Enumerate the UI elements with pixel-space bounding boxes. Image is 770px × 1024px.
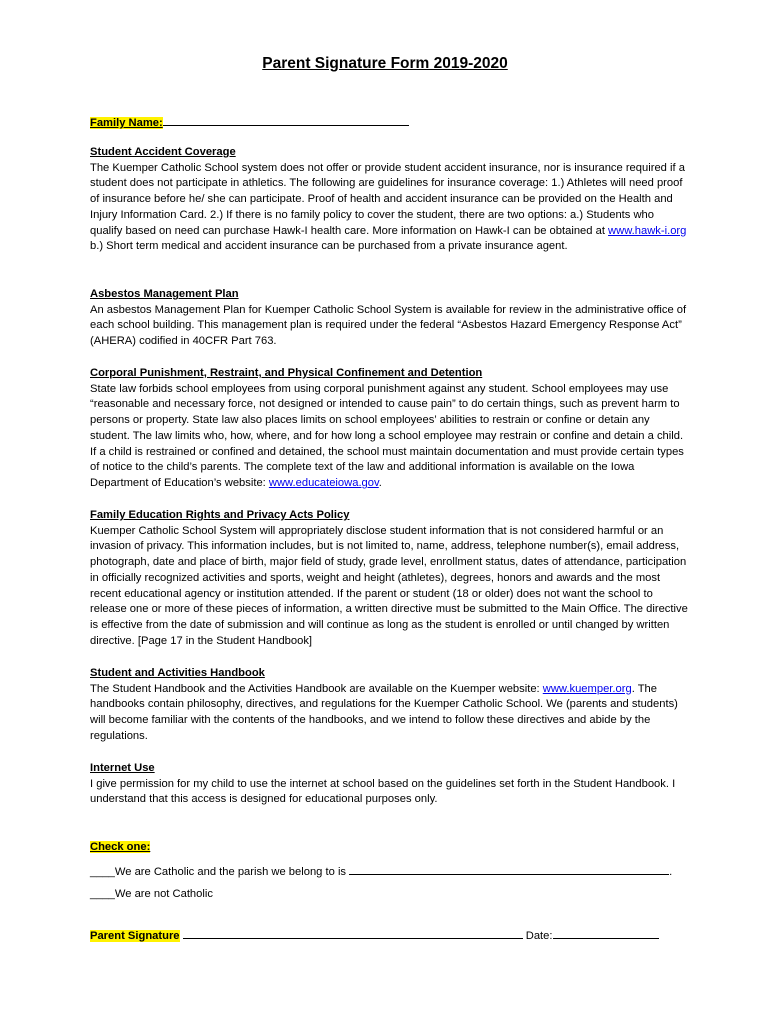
not-catholic-option-row	[90, 887, 213, 903]
signature-row	[90, 927, 659, 945]
parent-signature-label: Parent Signature	[90, 930, 180, 942]
not-catholic-checkbox-blank[interactable]: ____	[90, 888, 115, 900]
section-handbook	[90, 666, 688, 745]
section-heading: Internet Use	[90, 762, 155, 774]
section-heading: Student and Activities Handbook	[90, 667, 265, 679]
check-one-row	[90, 840, 150, 856]
section-accident-coverage	[90, 145, 688, 255]
section-asbestos	[90, 287, 688, 350]
hawk-i-link[interactable]: www.hawk-i.org	[608, 224, 687, 237]
section-body: Kuemper Catholic School System will appropriately disclose student information that is not considered harmful or an invasion of privacy. This information includes, but is not limited to, name, address, telephone number(s), email address, photograph, date and place of birth, major field of study, grade level, enrollment status, dates of attendance, participation in officially recognized activities and sports, weight and height (athletes), degrees, honors and awards and the most recent educational agency or institution attended. If the parent or student (18 or older) does not want the school to release one or more of these pieces of information, a written directive must be submitted to the Main Office. The directive is effective from the date of submission and will continue as long as the student is enrolled or until changed by written directive. [Page 17 in the Student Handbook]	[90, 524, 688, 647]
section-body: I give permission for my child to use the internet at school based on the guidelines set forth in the Student Handbook. I understand that this access is designed for educational purposes only.	[90, 777, 676, 806]
educateiowa-link[interactable]: www.educateiowa.gov	[268, 476, 379, 489]
family-name-label: Family Name:	[90, 117, 163, 129]
date-label: Date:	[525, 930, 553, 942]
parent-signature-field[interactable]	[183, 927, 523, 939]
parish-field[interactable]	[349, 863, 669, 875]
page-title: Parent Signature Form 2019-2020	[262, 55, 508, 72]
check-one-label: Check one:	[90, 841, 151, 853]
section-heading: Corporal Punishment, Restraint, and Physical Confinement and Detention	[90, 367, 483, 379]
catholic-option-label: We are Catholic and the parish we belong to is	[114, 866, 347, 878]
family-name-row	[90, 114, 409, 132]
family-name-field[interactable]	[163, 114, 409, 126]
section-heading: Student Accident Coverage	[90, 146, 236, 158]
not-catholic-option-label: We are not Catholic	[114, 888, 213, 900]
catholic-checkbox-blank[interactable]: ____	[90, 866, 115, 878]
section-heading: Asbestos Management Plan	[90, 288, 239, 300]
section-heading: Family Education Rights and Privacy Acts Policy	[90, 509, 350, 521]
section-internet-use	[90, 761, 688, 808]
section-body: An asbestos Management Plan for Kuemper Catholic School System is available for review in the administrative office of each school building. This management plan is required under the federal “Asbestos Hazard Emergency Response Act” (AHERA) codified in 40CFR Part 763.	[90, 303, 687, 348]
section-ferpa	[90, 508, 688, 649]
section-body: State law forbids school employees from using corporal punishment against any student. School employees may use “reasonable and necessary force, not designed or intended to cause pain” to do certain things, such as prevent harm to persons or property. State law also places limits on school employees’ abilities to restrain or confine or detain any student. The law limits who, how, where, and for how long a school employee may restrain or confine and detain a child. If a child is restrained or confined and detained, the school must maintain documentation and must provide certain types of notice to the child’s parents. The complete text of the law and additional information is available on the Iowa Department of Education’s website: www.educateiowa.gov.	[90, 382, 684, 489]
section-corporal-punishment	[90, 366, 688, 492]
date-field[interactable]	[553, 927, 659, 939]
catholic-option-row: ____We are Catholic and the parish we belong to is .	[90, 863, 672, 881]
section-body: The Kuemper Catholic School system does not offer or provide student accident insurance, nor is insurance required if a student does not participate in athletics. The following are guidelines for insurance coverage: 1.) Athletes will need proof of insurance before he/ she can participate. Proof of health and accident insurance can be provided on the Health and Injury Information Card. 2.) If there is no family policy to cover the student, there are two options: a.) Students who qualify based on need can purchase Hawk-I health care. More information on Hawk-I can be obtained at www.hawk-i.org b.) Short term medical and accident insurance can be purchased from a private insurance agent.	[90, 161, 687, 253]
section-body: The Student Handbook and the Activities Handbook are available on the Kuemper website: www.kuemper.org. The handbooks contain philosophy, directives, and regulations for the Kuemper Catholic School. We (parents and students) will become familiar with the contents of the handbooks, and we intend to follow these directives and abide by the regulations.	[90, 682, 678, 742]
kuemper-link[interactable]: www.kuemper.org	[542, 682, 632, 695]
